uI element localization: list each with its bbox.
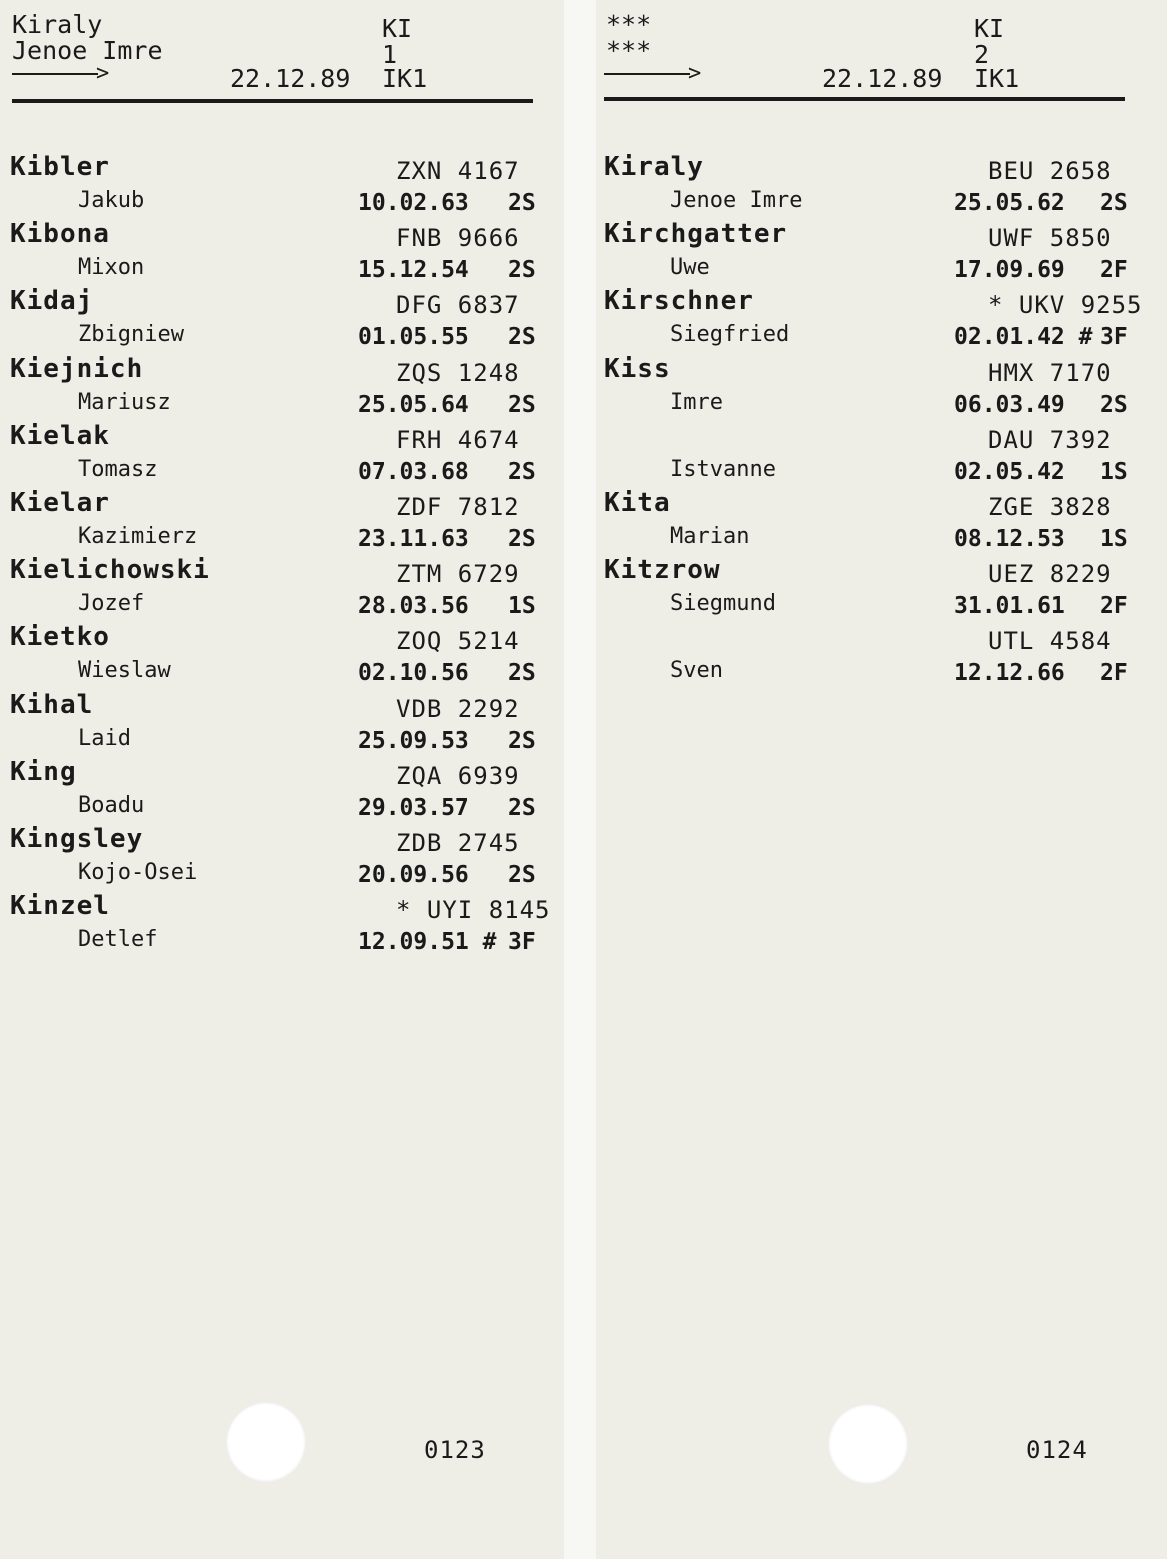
- entry-surname: Kita: [604, 488, 671, 518]
- header-code: KI: [382, 14, 413, 43]
- entry-date: 02.01.42 #: [954, 324, 1093, 350]
- entry-given-name: Istvanne: [670, 457, 776, 482]
- entry-class: 2S: [508, 459, 536, 485]
- header-code-ik: IK1: [382, 64, 428, 93]
- header-card-number: 1: [382, 40, 398, 69]
- entry-code: ZOQ 5214: [396, 627, 520, 655]
- entry-given-name: Jozef: [78, 591, 145, 616]
- entry-surname: Kibler: [10, 152, 110, 182]
- entry-given-name: Jakub: [78, 188, 145, 213]
- punch-hole: [828, 1404, 908, 1484]
- entry-given-name: Sven: [670, 658, 723, 683]
- entry-code: UEZ 8229: [988, 560, 1112, 588]
- entry-surname: Kielar: [10, 488, 110, 518]
- index-card-2: [596, 0, 1167, 1559]
- entry-date: 25.05.62: [954, 190, 1065, 216]
- header-code-ik: IK1: [974, 64, 1020, 93]
- entry-surname: Kitzrow: [604, 555, 721, 585]
- entry-surname: Kibona: [10, 219, 110, 249]
- entry-given-name: Imre: [670, 390, 723, 415]
- entry-class: 2S: [508, 257, 536, 283]
- entry-surname: Kiss: [604, 354, 671, 384]
- header-card-number: 2: [974, 40, 990, 69]
- entry-class: 3F: [508, 929, 536, 955]
- entry-surname: Kihal: [10, 690, 94, 720]
- entry-given-name: Marian: [670, 524, 750, 549]
- entry-code: ZXN 4167: [396, 157, 520, 185]
- header-given: Jenoe Imre: [12, 36, 163, 65]
- entry-date: 17.09.69: [954, 257, 1065, 283]
- entry-surname: Kidaj: [10, 286, 94, 316]
- entry-code: * UKV 9255: [988, 291, 1143, 319]
- entry-class: 1S: [1100, 459, 1128, 485]
- entry-code: * UYI 8145: [396, 896, 551, 924]
- entry-given-name: Kojo-Osei: [78, 860, 198, 885]
- entry-date: 12.12.66: [954, 660, 1065, 686]
- entry-given-name: Tomasz: [78, 457, 158, 482]
- entry-surname: Kirchgatter: [604, 219, 788, 249]
- entry-surname: Kielak: [10, 421, 110, 451]
- arrow-icon: >: [604, 64, 704, 84]
- entry-date: 01.05.55: [358, 324, 469, 350]
- entry-date: 02.05.42: [954, 459, 1065, 485]
- page-number: 0123: [424, 1436, 486, 1464]
- entry-surname: King: [10, 757, 77, 787]
- entry-code: UTL 4584: [988, 627, 1112, 655]
- header-code: KI: [974, 14, 1005, 43]
- entry-date: 15.12.54: [358, 257, 469, 283]
- entry-date: 20.09.56: [358, 862, 469, 888]
- header-rule: [604, 97, 1125, 101]
- entry-class: 2S: [508, 795, 536, 821]
- entry-class: 2S: [508, 728, 536, 754]
- entry-code: DAU 7392: [988, 426, 1112, 454]
- entry-surname: Kiraly: [604, 152, 704, 182]
- entry-class: 2S: [508, 324, 536, 350]
- entry-class: 2F: [1100, 593, 1128, 619]
- card-gap: [562, 0, 596, 1559]
- entry-date: 28.03.56: [358, 593, 469, 619]
- entry-given-name: Laid: [78, 726, 131, 751]
- entry-surname: Kielichowski: [10, 555, 210, 585]
- entry-date: 23.11.63: [358, 526, 469, 552]
- entry-date: 07.03.68: [358, 459, 469, 485]
- entry-code: DFG 6837: [396, 291, 520, 319]
- entry-date: 06.03.49: [954, 392, 1065, 418]
- entry-code: FNB 9666: [396, 224, 520, 252]
- entry-surname: Kietko: [10, 622, 110, 652]
- entry-code: VDB 2292: [396, 695, 520, 723]
- entry-given-name: Jenoe Imre: [670, 188, 803, 213]
- entry-surname: Kinzel: [10, 891, 110, 921]
- entry-surname: Kingsley: [10, 824, 144, 854]
- entry-date: 02.10.56: [358, 660, 469, 686]
- entry-date: 31.01.61: [954, 593, 1065, 619]
- entry-date: 25.09.53: [358, 728, 469, 754]
- page-number: 0124: [1026, 1436, 1088, 1464]
- entry-code: ZQS 1248: [396, 359, 520, 387]
- entry-date: 08.12.53: [954, 526, 1065, 552]
- entry-class: 1S: [508, 593, 536, 619]
- header-name: ***: [606, 10, 652, 39]
- entry-code: FRH 4674: [396, 426, 520, 454]
- entry-class: 2S: [508, 660, 536, 686]
- entry-class: 3F: [1100, 324, 1128, 350]
- entry-date: 12.09.51 #: [358, 929, 497, 955]
- header-date: 22.12.89: [230, 64, 351, 93]
- entry-given-name: Zbigniew: [78, 322, 184, 347]
- entry-class: 2S: [1100, 392, 1128, 418]
- entry-class: 2F: [1100, 660, 1128, 686]
- entry-code: BEU 2658: [988, 157, 1112, 185]
- entry-code: ZQA 6939: [396, 762, 520, 790]
- entry-given-name: Siegmund: [670, 591, 776, 616]
- entry-date: 10.02.63: [358, 190, 469, 216]
- entry-code: ZDB 2745: [396, 829, 520, 857]
- entry-given-name: Wieslaw: [78, 658, 171, 683]
- entry-date: 29.03.57: [358, 795, 469, 821]
- entry-surname: Kirschner: [604, 286, 754, 316]
- entry-date: 25.05.64: [358, 392, 469, 418]
- entry-class: 2F: [1100, 257, 1128, 283]
- header-name: Kiraly: [12, 10, 103, 39]
- header-rule: [12, 99, 533, 103]
- entry-surname: Kiejnich: [10, 354, 144, 384]
- entry-class: 2S: [508, 526, 536, 552]
- index-card-1: [0, 0, 564, 1559]
- entry-class: 1S: [1100, 526, 1128, 552]
- arrow-icon: >: [12, 64, 112, 84]
- entry-class: 2S: [508, 190, 536, 216]
- entry-code: ZGE 3828: [988, 493, 1112, 521]
- entry-given-name: Mariusz: [78, 390, 171, 415]
- entry-given-name: Uwe: [670, 255, 710, 280]
- entry-code: HMX 7170: [988, 359, 1112, 387]
- entry-code: UWF 5850: [988, 224, 1112, 252]
- entry-given-name: Kazimierz: [78, 524, 198, 549]
- punch-hole: [226, 1402, 306, 1482]
- entry-class: 2S: [508, 862, 536, 888]
- header-given: ***: [606, 36, 652, 65]
- entry-given-name: Siegfried: [670, 322, 790, 347]
- entry-given-name: Mixon: [78, 255, 145, 280]
- entry-given-name: Detlef: [78, 927, 158, 952]
- entry-given-name: Boadu: [78, 793, 145, 818]
- entry-code: ZDF 7812: [396, 493, 520, 521]
- entry-class: 2S: [1100, 190, 1128, 216]
- entry-class: 2S: [508, 392, 536, 418]
- header-date: 22.12.89: [822, 64, 943, 93]
- entry-code: ZTM 6729: [396, 560, 520, 588]
